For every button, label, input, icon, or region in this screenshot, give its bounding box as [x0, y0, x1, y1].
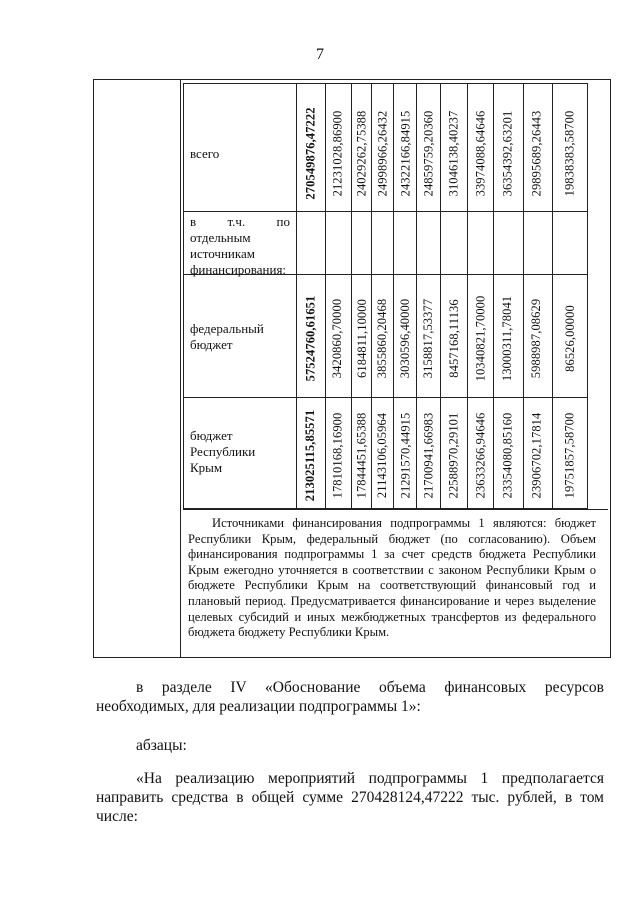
value-crimea-year-2: 17844451,65388 [354, 412, 369, 498]
value-total-year-8: 36354392,63201 [500, 110, 515, 196]
value-total-year-2: 24029262,75388 [354, 110, 369, 196]
paragraphs-label: абзацы: [136, 737, 187, 754]
value-federal-sum: 57524760,61651 [303, 295, 318, 381]
row-separator [183, 211, 588, 212]
page-number: 7 [316, 46, 324, 63]
value-crimea-year-5: 21700941,66983 [421, 412, 436, 498]
value-crimea-year-9: 23906702,17814 [529, 412, 544, 498]
value-crimea-year-8: 23354080,85160 [500, 412, 515, 498]
column-separator [493, 83, 494, 509]
row-label-by-source: в т.ч. по отдельным источникам финансирования: [190, 214, 290, 277]
value-total-year-1: 21231028,86900 [330, 110, 345, 196]
value-crimea-year-6: 22588970,29101 [446, 412, 461, 498]
value-federal-year-8: 13000311,78041 [500, 295, 515, 381]
column-separator [325, 83, 326, 509]
financing-sources-text: Источниками финансирования подпрограммы 1 являются: бюджет Республики Крым, федеральный бюджет (по согласованию). Объем финансирования подпрограммы 1 за счет средств бюджета Республики Крым ежегодно уточняется в соответствии с законом Республики Крым о бюджете Республики Крым на соответствующий финансовый год и плановый период. Предусматривается финансирование и через выделение целевых субсидий и иных межбюджетных трансфертов из федерального бюджета бюджету Республики Крым. [188, 516, 596, 640]
quoted-amendment-text: «На реализацию мероприятий подпрограммы 1 предполагается направить средства в общей сумме 270428124,47222 тыс. рублей, в том числе: [96, 770, 604, 825]
value-total-year-4: 24322166,84915 [398, 110, 413, 196]
value-total-year-7: 33974088,64646 [473, 110, 488, 196]
value-federal-year-1: 3420860,70000 [330, 298, 345, 378]
value-federal-year-9: 5988987,08629 [529, 298, 544, 378]
section-iv-reference: в разделе IV «Обоснование объема финансовых ресурсов необходимых, для реализации подпрограммы 1»: [96, 679, 604, 715]
column-separator [416, 83, 417, 509]
value-total-sum: 270549876,47222 [303, 106, 318, 200]
row-separator [183, 397, 588, 398]
row-label-federal-budget: федеральный бюджет [190, 321, 264, 352]
value-crimea-year-7: 23633266,94646 [473, 412, 488, 498]
value-crimea-year-4: 21291570,44915 [398, 412, 413, 498]
value-crimea-year-3: 21143106,05964 [375, 412, 390, 498]
column-separator [552, 83, 553, 509]
row-label-crimea-budget: бюджет Республики Крым [190, 428, 256, 475]
value-total-year-3: 24998966,26432 [375, 110, 390, 196]
row-label-total: всего [190, 146, 220, 161]
value-federal-year-4: 3030596,40000 [398, 298, 413, 378]
value-federal-year-5: 3158817,53377 [421, 298, 436, 378]
value-total-year-10: 19838383,58700 [562, 110, 577, 196]
value-total-year-9: 29895689,26443 [529, 110, 544, 196]
column-separator [296, 83, 297, 509]
value-federal-year-3: 3855860,20468 [375, 298, 390, 378]
column-separator [440, 83, 441, 509]
value-federal-year-6: 8457168,11136 [446, 298, 461, 378]
value-federal-year-7: 10340821,70000 [473, 295, 488, 381]
value-crimea-year-1: 17810168,16900 [330, 412, 345, 498]
outer-left-column [93, 79, 181, 658]
value-federal-year-10: 86526,00000 [562, 304, 577, 372]
value-crimea-year-10: 19751857,58700 [562, 412, 577, 498]
value-crimea-sum: 213025115,85571 [303, 409, 318, 501]
value-total-year-5: 24859759,20360 [421, 110, 436, 196]
column-separator [393, 83, 394, 509]
value-total-year-6: 31046138,40237 [446, 110, 461, 196]
column-separator [523, 83, 524, 509]
value-federal-year-2: 6184811,10000 [354, 298, 369, 378]
column-separator [467, 83, 468, 509]
